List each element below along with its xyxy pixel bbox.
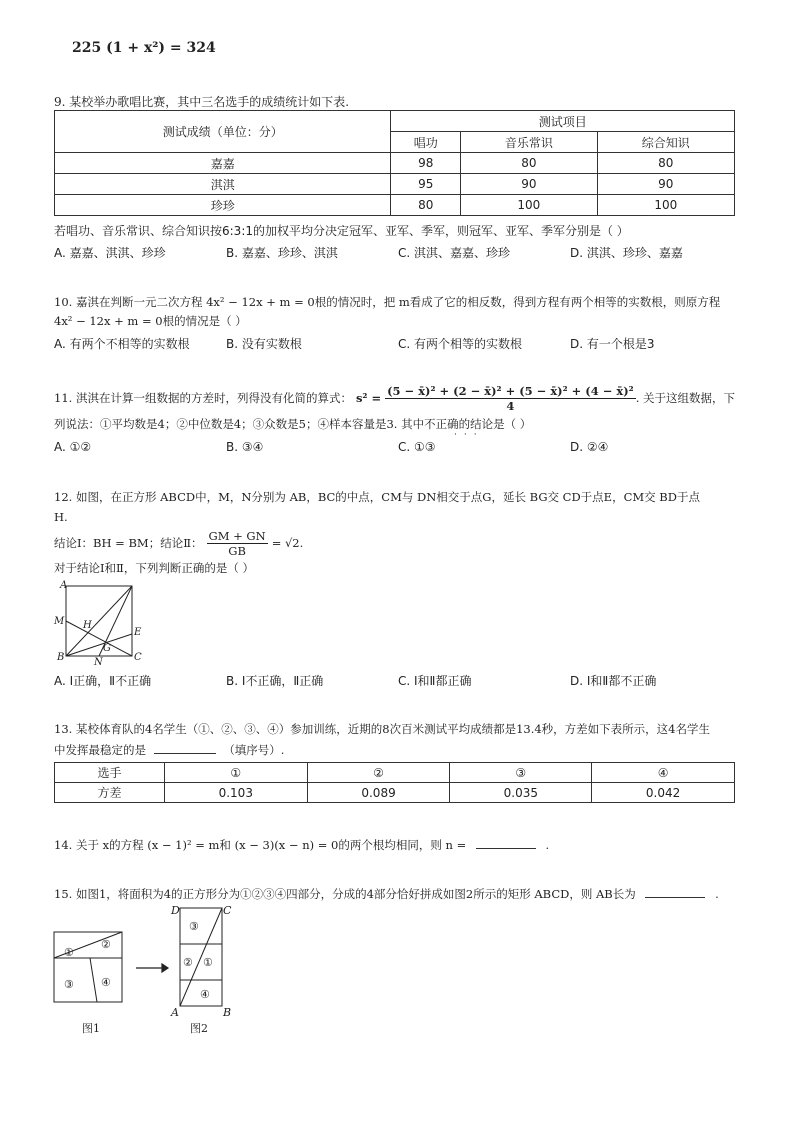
q11-option-c: C. ①③ bbox=[398, 440, 436, 454]
fig2-label-a: A bbox=[171, 1006, 179, 1019]
q12-fraction bbox=[207, 529, 268, 558]
cell: 90 bbox=[597, 174, 734, 195]
q12-line4: 对于结论Ⅰ和Ⅱ，下列判断正确的是（ ） bbox=[54, 561, 255, 575]
cell: ③ bbox=[450, 763, 592, 783]
table-row bbox=[55, 763, 735, 783]
q13-answer-blank bbox=[154, 753, 216, 754]
label-a: A bbox=[60, 580, 68, 591]
fig2-label-d: D bbox=[171, 904, 180, 917]
q13-variance-table bbox=[54, 762, 735, 803]
q12-square-figure bbox=[52, 578, 152, 666]
fig1-label: ① bbox=[64, 946, 74, 959]
fig1-vertical-cut bbox=[90, 958, 97, 1002]
q15-text: 15. 如图1，将面积为4的正方形分为①②③④四部分，分成的4部分恰好拼成如图2所示的矩形 ABCD，则 AB长为 bbox=[54, 887, 636, 901]
cell: 方差 bbox=[55, 783, 165, 803]
cell: 0.035 bbox=[450, 783, 592, 803]
row-name: 淇淇 bbox=[55, 174, 391, 195]
q9-stem: 9. 某校举办歌唱比赛，其中三名选手的成绩统计如下表. bbox=[54, 95, 350, 109]
fig2-label: ① bbox=[203, 956, 213, 969]
label-e: E bbox=[134, 627, 142, 638]
cell: 98 bbox=[391, 153, 461, 174]
q10-line1: 10. 嘉淇在判断一元二次方程 4x² − 12x + m = 0根的情况时，把 m看成了它的相反数，得到方程有两个相等的实数根，则原方程 bbox=[54, 295, 721, 309]
q9-option-a: A. 嘉嘉、淇淇、珍珍 bbox=[54, 246, 166, 260]
segment-cm bbox=[66, 621, 132, 656]
q10-option-c: C. 有两个相等的实数根 bbox=[398, 337, 523, 351]
q11-line2: 列说法：①平均数是4；②中位数是4；③众数是5；④样本容量是3. 其中不正确的结论是（ ） bbox=[54, 417, 532, 431]
q9-option-d: D. 淇淇、珍珍、嘉嘉 bbox=[570, 246, 683, 260]
q9-col-header: 综合知识 bbox=[597, 132, 734, 153]
q11-suffix: . 关于这组数据，下 bbox=[635, 391, 736, 405]
q15-end: . bbox=[715, 887, 719, 901]
q11-line1 bbox=[54, 380, 735, 416]
q9-table-group-header: 测试项目 bbox=[391, 111, 735, 132]
q9-col-header: 音乐常识 bbox=[461, 132, 597, 153]
cell: 0.089 bbox=[307, 783, 450, 803]
cell: 80 bbox=[461, 153, 597, 174]
q10-line2: 4x² − 12x + m = 0根的情况是（ ） bbox=[54, 314, 247, 328]
label-m: M bbox=[54, 616, 65, 627]
fig1-label: ② bbox=[101, 938, 111, 951]
q15-answer-blank bbox=[645, 897, 705, 898]
cell: 95 bbox=[391, 174, 461, 195]
q12-line1: 12. 如图，在正方形 ABCD中，M，N分别为 AB，BC的中点，CM与 DN相交于点G，延长 BG交 CD于点E，CM交 BD于点 bbox=[54, 490, 700, 504]
q11-formula-numerator: (5 − x̄)² + (2 − x̄)² + (5 − x̄)² + (4 − x̄)² bbox=[387, 383, 634, 398]
cell: 80 bbox=[391, 195, 461, 216]
q12-option-c: C. Ⅰ和Ⅱ都正确 bbox=[398, 674, 472, 688]
q14-line bbox=[54, 837, 549, 853]
q12-option-a: A. Ⅰ正确，Ⅱ不正确 bbox=[54, 674, 152, 688]
fig1-caption: 图1 bbox=[82, 1022, 100, 1035]
q10-option-a: A. 有两个不相等的实数根 bbox=[54, 337, 190, 351]
label-b: B bbox=[57, 652, 65, 663]
q9-table-corner: 测试成绩（单位：分） bbox=[55, 111, 391, 153]
fig1-label: ④ bbox=[101, 976, 111, 989]
q11-option-b: B. ③④ bbox=[226, 440, 264, 454]
fig2-caption: 图2 bbox=[190, 1022, 208, 1035]
arrow-icon bbox=[136, 964, 168, 972]
cell: ② bbox=[307, 763, 450, 783]
q10-option-d: D. 有一个根是3 bbox=[570, 337, 655, 351]
cell: ① bbox=[164, 763, 307, 783]
q15-figures bbox=[50, 900, 250, 1040]
q13-line2-start: 中发挥最稳定的是 bbox=[54, 743, 146, 757]
q12-line2: H. bbox=[54, 510, 68, 524]
table-row bbox=[55, 174, 735, 195]
q12-option-d: D. Ⅰ和Ⅱ都不正确 bbox=[570, 674, 657, 688]
q11-option-a: A. ①② bbox=[54, 440, 92, 454]
row-name: 珍珍 bbox=[55, 195, 391, 216]
cell: 100 bbox=[461, 195, 597, 216]
fig2-label-b: B bbox=[223, 1006, 232, 1019]
q12-fraction-numerator: GM + GN bbox=[208, 528, 266, 543]
table-row bbox=[55, 195, 735, 216]
q9-option-c: C. 淇淇、嘉嘉、珍珍 bbox=[398, 246, 511, 260]
q14-end: . bbox=[545, 838, 550, 852]
label-c: C bbox=[134, 652, 142, 663]
cell: 0.103 bbox=[164, 783, 307, 803]
top-equation: 225 (1 + x²) = 324 bbox=[72, 40, 216, 56]
row-name: 嘉嘉 bbox=[55, 153, 391, 174]
q13-line2-end: （填序号）. bbox=[223, 743, 285, 757]
q13-line2 bbox=[54, 742, 284, 758]
q10-option-b: B. 没有实数根 bbox=[226, 337, 302, 351]
cell: 选手 bbox=[55, 763, 165, 783]
cell: 0.042 bbox=[592, 783, 735, 803]
q14-text: 14. 关于 x的方程 (x − 1)² = m和 (x − 3)(x − n) = 0的两个根均相同，则 n = bbox=[54, 838, 467, 852]
table-row bbox=[55, 153, 735, 174]
q12-conclusion-text: 结论Ⅰ：BH = BM；结论Ⅱ： bbox=[54, 536, 203, 550]
fig2-label: ② bbox=[183, 956, 193, 969]
figure-1 bbox=[54, 932, 122, 1002]
fig1-label: ③ bbox=[64, 978, 74, 991]
table-row bbox=[55, 783, 735, 803]
q12-option-b: B. Ⅰ不正确，Ⅱ正确 bbox=[226, 674, 324, 688]
q14-answer-blank bbox=[476, 848, 536, 849]
q11-formula-lhs: s² = bbox=[355, 391, 382, 405]
cell: ④ bbox=[592, 763, 735, 783]
emphasis-dots: ··· bbox=[454, 430, 484, 440]
label-h: H bbox=[83, 620, 92, 631]
q9-option-b: B. 嘉嘉、珍珍、淇淇 bbox=[226, 246, 338, 260]
q9-score-table bbox=[54, 110, 735, 216]
q11-variance-fraction bbox=[385, 384, 636, 413]
label-n: N bbox=[94, 657, 103, 666]
q11-formula-denominator: 4 bbox=[506, 398, 515, 413]
cell: 100 bbox=[597, 195, 734, 216]
label-g: G bbox=[103, 643, 111, 654]
cell: 90 bbox=[461, 174, 597, 195]
fig1-square bbox=[54, 932, 122, 1002]
q11-prefix: 11. 淇淇在计算一组数据的方差时，列得没有化简的算式： bbox=[54, 391, 352, 405]
q11-option-d: D. ②④ bbox=[570, 440, 609, 454]
q12-fraction-rhs: = √2. bbox=[271, 536, 304, 550]
fig2-label: ③ bbox=[189, 920, 199, 933]
q12-fraction-denominator: GB bbox=[228, 543, 246, 558]
q12-conclusions bbox=[54, 526, 303, 560]
q9-col-header: 唱功 bbox=[391, 132, 461, 153]
fig2-label: ④ bbox=[200, 988, 210, 1001]
q9-question: 若唱功、音乐常识、综合知识按6:3:1的加权平均分决定冠军、亚军、季军，则冠军、亚军、季军分别是（ ） bbox=[54, 224, 629, 238]
cell: 80 bbox=[597, 153, 734, 174]
fig2-label-c: C bbox=[223, 904, 232, 917]
q13-line1: 13. 某校体育队的4名学生（①、②、③、④）参加训练，近期的8次百米测试平均成绩都是13.4秒，方差如下表所示，这4名学生 bbox=[54, 722, 710, 736]
